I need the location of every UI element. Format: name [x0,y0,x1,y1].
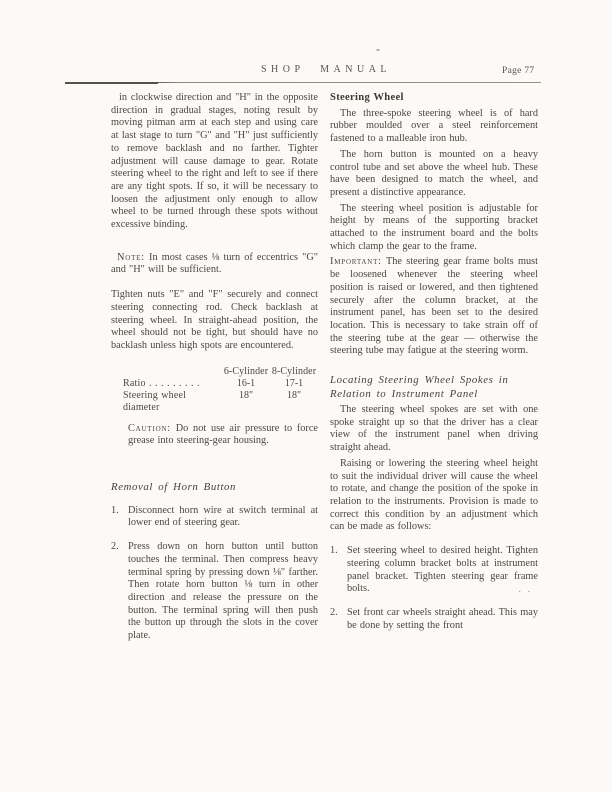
step-text: Press down on horn button until button touches the terminal. Then compress heavy terminal spring by pressing down ⅛" farther. Then rotate horn button ⅛ turn in other direction and release the pressure on the button. The terminal spring will then push the button up through the slots in the cover plate. [128,541,318,642]
section-heading-removal-of-horn-button: Removal of Horn Button [111,481,237,494]
heading-line: Relation to Instrument Panel [330,387,478,400]
spec-cell: 18" [286,389,302,401]
spec-row-label: Steering wheel diameter [123,389,187,413]
spec-row-label: Ratio . . . . . . . . . [123,377,200,389]
page-number: Page 77 [502,66,535,76]
table-row [123,390,318,414]
list-item [111,541,318,643]
list-item [330,607,538,632]
paragraph: Tighten nuts "E" and "F" securely and connect steering connecting rod. Check backlash at steering wheel. In straight-ahead position, the wheel should not be tight, but should have no backlash unless high spots are encountered. [111,289,318,351]
spec-cell: 16-1 [236,377,256,389]
caution-text: Do not use air pressure to force grease into steering-gear housing. [128,422,318,447]
step-text [347,545,538,596]
left-column [111,92,318,643]
spec-table-header-spacer [123,366,222,378]
important-paragraph [330,256,538,358]
paragraph: in clockwise direction and "H" in the opposite direction in gradual stages, noting result by moving pitman arm at each step and using care at last stage to turn "G" and "H" just sufficiently to remove backlash and no farther. Tighter adjustment will cause damage to gear. Rotate steering wheel to the right and left to see if there are any tight spots. If so, it will be necessary to loosen the adjustment only enough to allow wheel to be turned through these spots without excessive binding. [111,92,318,231]
list-item [111,505,318,530]
step-number: 2. [111,541,119,553]
right-column [330,92,538,632]
paragraph: The steering wheel position is adjustable for height by means of the supporting bracket attached to the instrument board and the bolts which clamp the gear to the frame. [330,202,538,252]
step-text: Set front car wheels straight ahead. This may be done by setting the front [347,606,538,631]
spec-table-col-header: 8-Cylinder [271,365,317,377]
spec-cell: 17-1 [284,377,304,389]
section-heading-locating-spokes [330,374,538,401]
paragraph: The three-spoke steering wheel is of hard rubber moulded over a steel reinforcement fastened to a malleable iron hub. [330,107,538,145]
step-number: 1. [111,504,119,516]
step-number: 2. [330,606,338,618]
paragraph: The steering wheel spokes are set with one spoke straight up so that the driver has a clear view of the instrument panel when driving straight ahead. [330,404,538,454]
step-text-content: Set steering wheel to desired height. Tighten steering column bracket bolts at instrument panel bracket. Tighten steering gear frame bolts. [347,545,538,595]
note-text: In most cases ⅛ turn of eccentrics "G" and "H" will be sufficient. [111,251,318,276]
important-text: The steering gear frame bolts must be loosened whenever the steering wheel position is raised or lowered, and then tightened securely after the column bracket, at the instrument panel, has been set to the desired location. This is necessary to take strain off of the steering tube at the gear — otherwise the steering tube may fatigue at the steering worm. [330,256,538,357]
caution-label: Caution: [128,422,171,434]
scan-speck-dots: . . [518,584,532,595]
spec-cell: 18" [238,389,254,401]
spec-table-header-row [123,366,318,378]
step-number: 1. [330,545,338,557]
important-label: Important: [330,256,382,268]
page-title: SHOP MANUAL [260,64,392,75]
step-text: Disconnect horn wire at switch terminal at lower end of steering gear. [128,504,318,529]
section-heading-steering-wheel: Steering Wheel [330,92,404,103]
scan-speck [376,49,380,51]
note-label: Note: [117,251,145,263]
header-rule-dark-segment [65,82,158,84]
paragraph: Raising or lowering the steering wheel height to suit the individual driver will cause the wheel to rotate, and change the position of the spoke in relation to the instruments. Provision is made to correct this condition by an adjustment which can be made as follows: [330,457,538,533]
heading-line: Locating Steering Wheel Spokes in [330,374,509,387]
paragraph: The horn button is mounted on a heavy control tube and set above the wheel hub. These have been designed to match the wheel, and present a distinctive appearance. [330,148,538,198]
table-row [123,378,318,390]
spec-table-col-header: 6-Cylinder [223,365,269,377]
list-item [330,545,538,596]
note-paragraph [111,252,318,277]
caution-paragraph [128,423,318,448]
spec-table [123,366,318,414]
